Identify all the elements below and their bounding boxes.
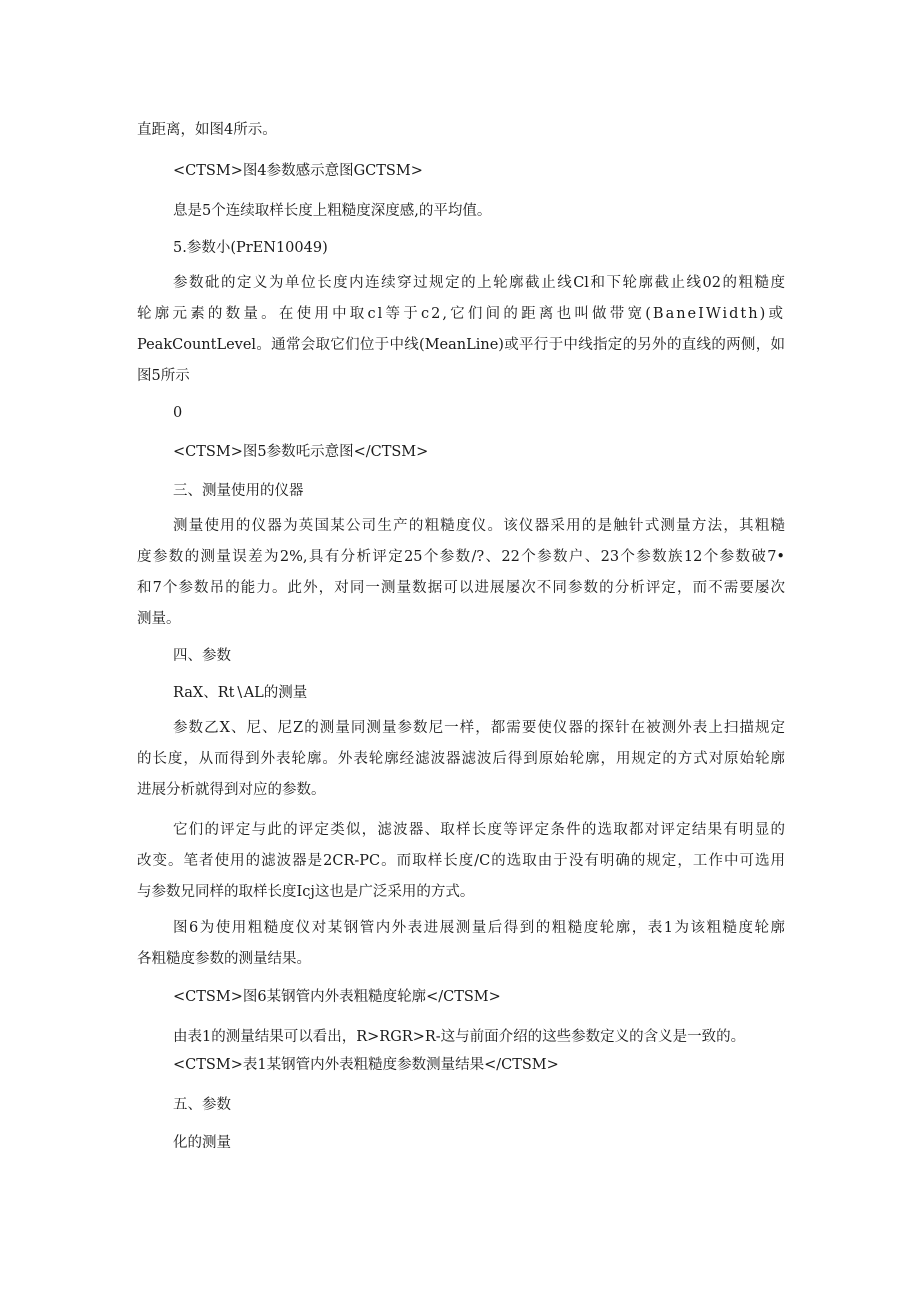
text-line: <CTSM>表1某钢管内外表粗糙度参数测量结果</CTSM> (173, 1057, 559, 1073)
text-line: <CTSM>图4参数感示意图GCTSM> (173, 163, 423, 179)
figure-caption-6 (137, 982, 785, 1013)
section-heading-5b (137, 1090, 785, 1121)
text-line: 它们的评定与此的评定类似，滤波器、取样长度等评定条件的选取都对评定结果有明显的 (173, 822, 785, 838)
text-line: 测量。 (137, 611, 181, 627)
paragraph-p12 (137, 713, 785, 806)
text-line: 参数砒的定义为单位长度内连续穿过规定的上轮廓截止线Cl和下轮廓截止线02的粗糙度 (173, 275, 785, 291)
text-line: 由表1的测量结果可以看出，R>RGR>R-这与前面介绍的这些参数定义的含义是一致的。 (173, 1029, 746, 1045)
text-line: 测量使用的仪器为英国某公司生产的粗糙度仪。该仪器采用的是触针式测量方法，其粗糙 (173, 518, 785, 534)
text-line: 四、参数 (173, 648, 231, 664)
text-line: RaX、Rt∖AL的测量 (173, 685, 308, 701)
paragraph-p3 (137, 196, 785, 227)
text-line: 5.参数小(PrEN10049) (173, 240, 328, 256)
paragraph-p16 (137, 1022, 785, 1053)
text-line: <CTSM>图5参数吒示意图</CTSM> (173, 444, 429, 460)
subheading-ra-measurement (137, 678, 785, 709)
text-line: 息是5个连续取样长度上粗糙度深度感,的平均值。 (173, 203, 492, 219)
subheading-measurement (137, 1128, 785, 1159)
text-line: <CTSM>图6某钢管内外表粗糙度轮廓</CTSM> (173, 989, 501, 1005)
paragraph-p5 (137, 268, 785, 392)
section-heading-4 (137, 641, 785, 672)
paragraph-p1 (137, 115, 785, 146)
paragraph-p9 (137, 511, 785, 635)
paragraph-p14 (137, 913, 785, 975)
text-line: PeakCountLevel。通常会取它们位于中线(MeanLine)或平行于中线指定的另外的直线的两侧，如 (137, 337, 785, 353)
section-heading-5 (137, 233, 785, 264)
text-line: 度参数的测量误差为2%,具有分析评定25个参数/?、22个参数户、23个参数族12个参数破7• (137, 549, 785, 565)
text-line: 各粗糙度参数的测量结果。 (137, 951, 311, 967)
paragraph-p13 (137, 815, 785, 908)
text-line: 的长度，从而得到外表轮廓。外表轮廓经滤波器滤波后得到原始轮廓，用规定的方式对原始轮廓 (137, 751, 785, 767)
section-heading-3 (137, 476, 785, 507)
figure-caption-5 (137, 437, 785, 468)
figure-caption-4 (137, 156, 785, 187)
text-line: 轮廓元素的数量。在使用中取cl等于c2,它们间的距离也叫做带宽(BaneIWidth)或 (137, 306, 785, 322)
text-line: 改变。笔者使用的滤波器是2CR-PC。而取样长度/C的选取由于没有明确的规定，工作中可选用 (137, 853, 785, 869)
table-caption-1 (137, 1050, 785, 1081)
text-line: 和7个参数吊的能力。此外，对同一测量数据可以进展屡次不同参数的分析评定，而不需要屡次 (137, 580, 785, 596)
text-line: 三、测量使用的仪器 (173, 483, 304, 499)
text-line: 化的测量 (173, 1135, 231, 1151)
text-line: 0 (173, 405, 183, 421)
text-line: 参数乙X、尼、尼Z的测量同测量参数尼一样，都需要使仪器的探针在被测外表上扫描规定 (173, 720, 785, 736)
text-line: 直距离，如图4所示。 (137, 122, 277, 138)
text-line: 五、参数 (173, 1097, 231, 1113)
text-line: 进展分析就得到对应的参数。 (137, 782, 326, 798)
text-line: 图5所示 (137, 368, 190, 384)
text-line: 图6为使用粗糙度仪对某钢管内外表进展测量后得到的粗糙度轮廓，表1为该粗糙度轮廓 (173, 920, 785, 936)
text-line: 与参数兄同样的取样长度Icj这也是广泛采用的方式。 (137, 884, 475, 900)
paragraph-p6 (137, 398, 785, 429)
